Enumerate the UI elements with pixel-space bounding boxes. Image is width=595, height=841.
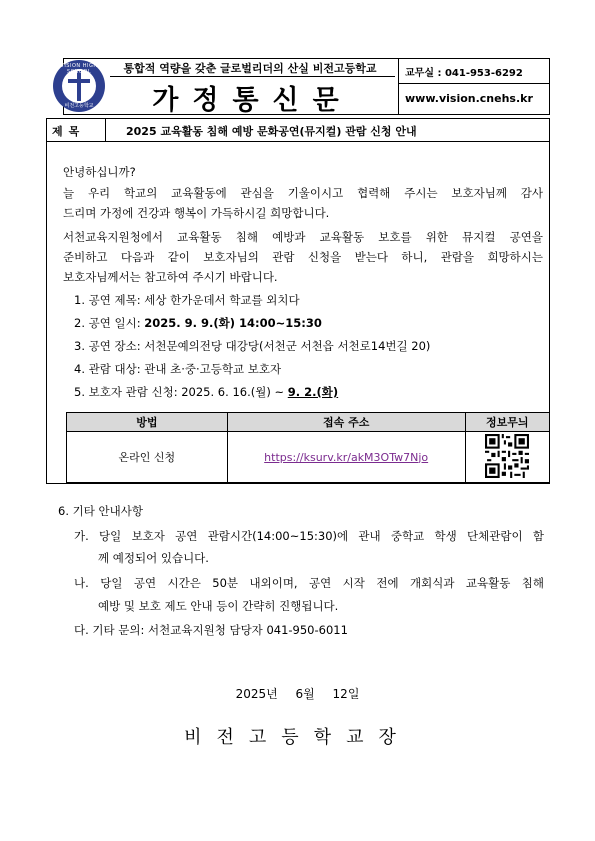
subject-text: 2025 교육활동 침해 예방 문화공연(뮤지컬) 관람 신청 안내	[126, 125, 417, 138]
subject-label: 제목	[52, 125, 86, 138]
office-phone: 교무실 : 041-953-6292	[405, 68, 523, 79]
divider	[399, 83, 550, 84]
divider	[110, 76, 395, 77]
table-header: 정보무늬	[465, 413, 549, 432]
divider	[398, 58, 399, 115]
qr-code-icon[interactable]	[485, 434, 529, 478]
paragraph-line: 보호자님께서는 참고하여 주시기 바랍니다.	[63, 270, 278, 284]
note-line: 께 예정되어 있습니다.	[98, 551, 209, 565]
paragraph-line: 서천교육지원청에서 교육활동 침해 예방과 교육활동 보호를 위한 뮤지컬 공연을	[63, 230, 543, 244]
list-item: 3. 공연 장소: 서천문예의전당 대강당(서천군 서천읍 서천로14번길 20)	[74, 339, 431, 353]
method-cell: 온라인 신청	[67, 432, 228, 483]
list-item: 5. 보호자 관람 신청: 2025. 6. 16.(월) ~ 9. 2.(화)	[74, 385, 339, 399]
note-line: 나. 당일 공연 시간은 50분 내외이며, 공연 시작 전에 개회식과 교육활동 침해	[74, 576, 544, 590]
note-line: 예방 및 보호 제도 안내 등이 간략히 진행됩니다.	[98, 599, 339, 613]
paragraph-line: 드리며 가정에 건강과 행복이 가득하시길 희망합니다.	[63, 206, 330, 220]
issue-date: 2025년 6월 12일	[235, 687, 360, 701]
application-table	[66, 412, 550, 483]
survey-link[interactable]: https://ksurv.kr/akM3OTw7Njo	[227, 432, 465, 483]
principal-signature: 비전고등학교장	[184, 727, 411, 748]
list-item: 2. 공연 일시: 2025. 9. 9.(화) 14:00~15:30	[74, 316, 322, 330]
section-heading: 6. 기타 안내사항	[58, 504, 143, 518]
paragraph-line: 늘 우리 학교의 교육활동에 관심을 기울이시고 협력해 주시는 보호자님께 감사	[63, 186, 543, 200]
list-item: 4. 관람 대상: 관내 초·중·고등학교 보호자	[74, 362, 282, 376]
table-header: 접속 주소	[227, 413, 465, 432]
table-row	[67, 432, 550, 483]
note-line: 가. 당일 보호자 공연 관람시간(14:00~15:30)에 관내 중학교 학생 단체관람이 함	[74, 529, 544, 543]
school-slogan: 통합적 역량을 갖춘 글로벌리더의 산실 비전고등학교	[123, 62, 377, 75]
table-header: 방법	[67, 413, 228, 432]
school-logo: VISION HIGH SCHOOL 비전고등학교	[53, 60, 105, 112]
page-title: 가정통신문	[152, 85, 353, 116]
divider	[105, 118, 106, 142]
note-line: 다. 기타 문의: 서천교육지원청 담당자 041-950-6011	[74, 623, 348, 637]
qr-cell	[465, 432, 549, 483]
list-item: 1. 공연 제목: 세상 한가운데서 학교를 외치다	[74, 293, 300, 307]
school-website[interactable]: www.vision.cnehs.kr	[405, 92, 533, 105]
greeting: 안녕하십니까?	[63, 165, 136, 179]
paragraph-line: 준비하고 다음과 같이 보호자님의 관람 신청을 받는다 하니, 관람을 희망하시는	[63, 250, 543, 264]
